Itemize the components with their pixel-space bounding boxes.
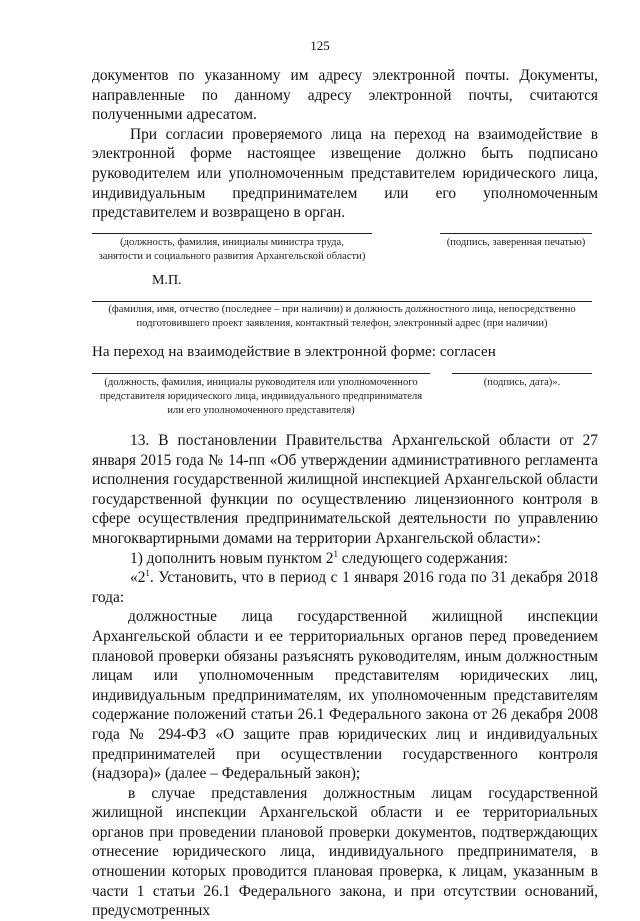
caption-signature-date: (подпись, дата)». <box>483 377 561 388</box>
top-text <box>92 66 598 223</box>
page-number: 125 <box>310 38 330 53</box>
paragraph-consent: При согласии проверяемого лица на переход на взаимодействие в электронной форме настоящее извещение должно быть подписано руководителем или уполномоченным представителем юридического лица, индивидуальным предпринимателем или его уполномоченным представителем и возвращено в орган. <box>92 125 598 222</box>
paragraph-13: 13. В постановлении Правительства Архангельской области от 27 января 2015 года № 14-пп «Об утверждении административного регламента исполнения государственной жилищной инспекцией Архангельской области государственной функции по осуществлению лицензионного контроля в сфере осуществления предпринимательской деятельности по управлению многоквартирными домами на территории Архангельской области»: <box>92 432 598 547</box>
signature-line-date <box>452 373 592 374</box>
paragraph-item-2-1: «$2^1$. Установить, что в период с 1 января 2016 года по 31 декабря 2018 года: <box>92 568 598 606</box>
signature-line-head <box>92 373 430 374</box>
caption-seal-signature: (подпись, заверенная печатью) <box>446 237 586 248</box>
caption-minister: (должность, фамилия, инициалы министра труда, занятости и социального развития Архангельской области) <box>98 237 366 262</box>
stamp-place-label: М.П. <box>152 273 182 288</box>
signature-line-minister <box>92 233 372 234</box>
caption-head: (должность, фамилия, инициалы руководителя или уполномоченного представителя юридического лица, индивидуального предпринимателя или его уполномоченного представителя) <box>99 377 423 416</box>
preparer-line <box>92 301 592 302</box>
paragraph-documents: в случае представления должностным лицам государственной жилищной инспекции Архангельской области и ее территориальных органов при проведении плановой проверки документов, подтверждающих отнесение юридического лица, индивидуального предпринимателя, в отношении которых проводится плановая проверка, к лицам, указанным в части 1 статьи 26.1 Федерального закона, и при отсутствии оснований, предусмотренных <box>92 784 598 920</box>
agreement-statement: На переход на взаимодействие в электронной форме: согласен <box>92 344 496 360</box>
paragraph-add-item: 1) дополнить новым пунктом $2^1$ следующего содержания: <box>130 548 508 567</box>
paragraph-officials: должностные лица государственной жилищной инспекции Архангельской области и ее территориальных органов перед проведением плановой проверки обязаны разъяснять руководителям, иным должностным лицам или уполномоченным представителям юридических лиц, индивидуальным предпринимателям, их уполномоченным представителям содержание положений статьи 26.1 Федерального закона от 26 декабря 2008 года № 294-ФЗ «О защите прав юридических лиц и индивидуальных предпринимателей при осуществлении государственного контроля (надзора)» (далее – Федеральный закон); <box>92 608 598 783</box>
body-text <box>92 431 598 921</box>
caption-preparer: (фамилия, имя, отчество (последнее – при наличии) и должность должностного лица, непосредственно подготовившего проект заявления, контактный телефон, электронный адрес (при наличии) <box>108 304 576 329</box>
signature-line-seal <box>440 233 592 234</box>
paragraph-email-delivery: документов по указанному им адресу электронной почты. Документы, направленные по данному адресу электронной почты, считаются полученными адресатом. <box>92 67 598 124</box>
